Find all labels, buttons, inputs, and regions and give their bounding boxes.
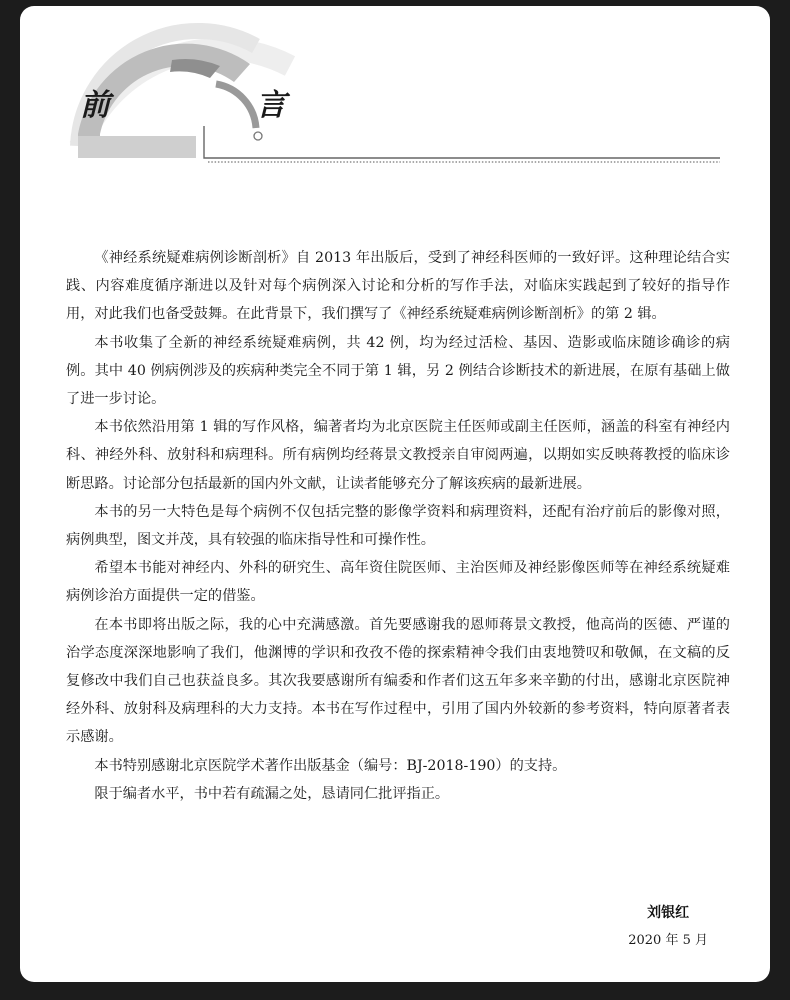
document-page bbox=[20, 6, 770, 982]
paragraph: 本书依然沿用第 1 辑的写作风格，编著者均为北京医院主任医师或副主任医师，涵盖的科室有神经内科、神经外科、放射科和病理科。所有病例均经蒋景文教授亲自审阅两遍，以期如实反映蒋教授的临床诊断思路。讨论部分包括最新的国内外文献，让读者能够充分了解该疾病的最新进展。 bbox=[66, 419, 730, 492]
paragraph: 本书的另一大特色是每个病例不仅包括完整的影像学资料和病理资料，还配有治疗前后的影像对照，病例典型，图文并茂，具有较强的临床指导性和可操作性。 bbox=[66, 503, 730, 549]
paragraph: 《神经系统疑难病例诊断剖析》自 2013 年出版后，受到了神经科医师的一致好评。这种理论结合实践、内容难度循序渐进以及针对每个病例深入讨论和分析的写作手法，对临床实践起到了较好的指导作用，对此我们也备受鼓舞。在此背景下，我们撰写了《神经系统疑难病例诊断剖析》的第 2 辑。 bbox=[66, 250, 730, 323]
signature-block bbox=[628, 902, 708, 948]
paragraph: 在本书即将出版之际，我的心中充满感激。首先要感谢我的恩师蒋景文教授，他高尚的医德、严谨的治学态度深深地影响了我们，他渊博的学识和孜孜不倦的探索精神令我们由衷地赞叹和敬佩，在文稿的反复修改中我们自己也获益良多。其次我要感谢所有编委和作者们这五年多来辛勤的付出，感谢北京医院神经外科、放射科及病理科的大力支持。本书在写作过程中，引用了国内外较新的参考资料，特向原著者表示感谢。 bbox=[66, 616, 730, 746]
paragraph: 本书特别感谢北京医院学术著作出版基金（编号：BJ-2018-190）的支持。 bbox=[94, 757, 567, 774]
paragraph: 限于编者水平，书中若有疏漏之处，恳请同仁批评指正。 bbox=[94, 785, 450, 802]
author-name: 刘银红 bbox=[647, 905, 690, 921]
paragraph: 本书收集了全新的神经系统疑难病例，共 42 例，均为经过活检、基因、造影或临床随诊确诊的病例。其中 40 例病例涉及的疾病种类完全不同于第 1 辑，另 2 例结合诊断技术的新进展，在原有基础上做了进一步讨论。 bbox=[66, 334, 730, 408]
publication-date: 2020 年 5 月 bbox=[628, 933, 708, 948]
paragraph: 希望本书能对神经内、外科的研究生、高年资住院医师、主治医师及神经影像医师等在神经系统疑难病例诊治方面提供一定的借鉴。 bbox=[66, 560, 730, 605]
page-title: 前 言 bbox=[80, 88, 344, 123]
preface-body bbox=[66, 244, 730, 808]
